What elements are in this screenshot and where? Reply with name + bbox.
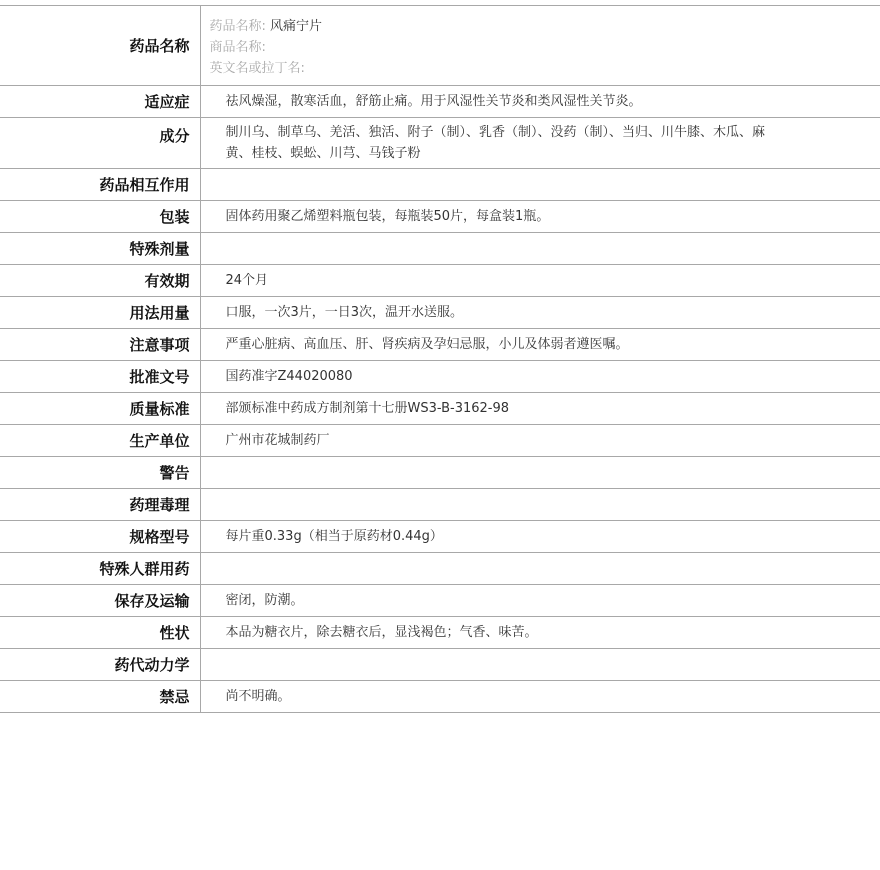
trade-name-line [210,37,880,58]
english-name-label: 英文名或拉丁名: [209,61,305,76]
field-label-approval-number: 批准文号 [0,361,200,393]
table-row-special-dosage [0,233,880,265]
table-row-indications [0,86,880,118]
table-row-ingredients [0,118,880,169]
field-value-interactions [200,169,880,201]
field-label-quality-standard: 质量标准 [0,393,200,425]
table-row-approval-number [0,361,880,393]
table-row-contraindications [0,681,880,713]
field-label-dosage: 用法用量 [0,297,200,329]
field-label-contraindications: 禁忌 [0,681,200,713]
english-name-line [210,58,880,79]
field-label-appearance: 性状 [0,617,200,649]
table-row-appearance [0,617,880,649]
field-label-specification: 规格型号 [0,521,200,553]
table-row-drug-name [0,6,880,86]
field-label-ingredients: 成分 [0,118,200,169]
field-label-interactions: 药品相互作用 [0,169,200,201]
field-value-warning [200,457,880,489]
field-value-quality-standard: 部颁标准中药成方制剂第十七册WS3-B-3162-98 [225,401,510,416]
table-row-pharmacokinetics [0,649,880,681]
table-row-precautions [0,329,880,361]
field-value-specification: 每片重0.33g（相当于原药材0.44g） [225,529,443,544]
field-value-appearance: 本品为糖衣片，除去糖衣后，显浅褐色；气香、味苦。 [225,625,538,640]
table-row-specification [0,521,880,553]
drug-info-table [0,5,880,713]
generic-name-line [210,16,880,37]
generic-name-value: 风痛宁片 [270,19,323,34]
field-value-special-dosage [200,233,880,265]
field-value-ingredients: 制川乌、制草乌、羌活、独活、附子（制）、乳香（制）、没药（制）、当归、川牛膝、木瓜、麻黄、桂枝、蜈蚣、川芎、马钱子粉 [225,125,766,161]
table-row-pharmacology [0,489,880,521]
field-label-drug-name: 药品名称 [0,6,200,86]
field-label-warning: 警告 [0,457,200,489]
field-label-indications: 适应症 [0,86,200,118]
trade-name-label: 商品名称: [209,40,266,55]
field-value-precautions: 严重心脏病、高血压、肝、肾疾病及孕妇忌服，小儿及体弱者遵医嘱。 [225,337,629,352]
field-value-approval-number: 国药准字Z44020080 [225,369,353,384]
field-value-packaging: 固体药用聚乙烯塑料瓶包装，每瓶装50片，每盒装1瓶。 [225,209,550,224]
drug-name-block [200,6,880,86]
field-value-pharmacokinetics [200,649,880,681]
table-row-shelf-life [0,265,880,297]
field-label-special-dosage: 特殊剂量 [0,233,200,265]
field-label-manufacturer: 生产单位 [0,425,200,457]
field-value-pharmacology [200,489,880,521]
field-value-indications: 祛风燥湿，散寒活血，舒筋止痛。用于风湿性关节炎和类风湿性关节炎。 [225,94,642,109]
field-label-packaging: 包装 [0,201,200,233]
table-row-quality-standard [0,393,880,425]
field-value-contraindications: 尚不明确。 [225,689,291,704]
field-label-pharmacokinetics: 药代动力学 [0,649,200,681]
table-row-dosage [0,297,880,329]
generic-name-label: 药品名称: [209,19,266,34]
field-value-storage: 密闭，防潮。 [225,593,304,608]
table-row-manufacturer [0,425,880,457]
field-value-manufacturer: 广州市花城制药厂 [225,433,330,448]
field-value-special-populations [200,553,880,585]
table-row-warning [0,457,880,489]
table-row-interactions [0,169,880,201]
field-label-special-populations: 特殊人群用药 [0,553,200,585]
table-row-packaging [0,201,880,233]
table-row-special-populations [0,553,880,585]
field-label-shelf-life: 有效期 [0,265,200,297]
field-value-shelf-life: 24个月 [225,273,269,288]
field-value-dosage: 口服，一次3片，一日3次，温开水送服。 [225,305,464,320]
field-label-precautions: 注意事项 [0,329,200,361]
table-row-storage [0,585,880,617]
field-label-pharmacology: 药理毒理 [0,489,200,521]
field-label-storage: 保存及运输 [0,585,200,617]
